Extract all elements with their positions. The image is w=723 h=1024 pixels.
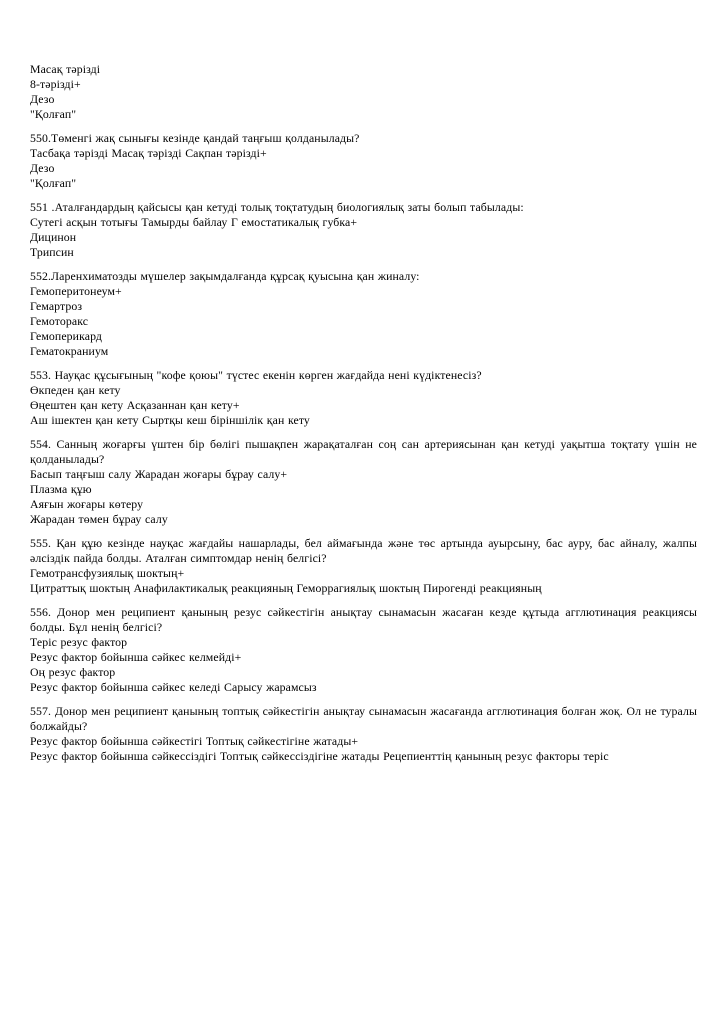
answer-option: "Қолғап" xyxy=(30,107,77,121)
question-block xyxy=(30,131,697,191)
answer-option: Дезо xyxy=(30,161,55,175)
question-block xyxy=(30,704,697,764)
question-text: 556. Донор мен реципиент қанының резус сәйкестігін анықтау сынамасын жасаған кезде құтыда агглютинация реакциясы болды. Бұл ненің белгісі? xyxy=(30,605,697,634)
question-block xyxy=(30,605,697,695)
answer-option: Трипсин xyxy=(30,245,74,259)
question-text: 551 .Аталғандардың қайсысы қан кетуді толық тоқтатудың биологиялық заты болып табылады: xyxy=(30,200,524,214)
answer-option: Резус фактор бойынша сәйкессіздігі Топтық сәйкессіздігіне жатады Рецепиенттің қанының резус факторы теріс xyxy=(30,749,609,763)
answer-option: Аяғын жоғары көтеру xyxy=(30,497,144,511)
document-body xyxy=(30,62,697,773)
answer-option: Гемоторакс xyxy=(30,314,89,328)
answer-option: Плазма құю xyxy=(30,482,92,496)
answer-option: "Қолғап" xyxy=(30,176,77,190)
answer-option: Басып таңғыш салу Жарадан жоғары бұрау салу+ xyxy=(30,467,288,481)
answer-option: Гемоперитонеум+ xyxy=(30,284,122,298)
answer-option: Гемартроз xyxy=(30,299,83,313)
answer-option: Дицинон xyxy=(30,230,77,244)
question-text: 557. Донор мен реципиент қанының топтық сәйкестігін анықтау сынамасын жасағанда агглютинация болған жоқ. Ол не туралы болжайды? xyxy=(30,704,697,733)
question-block xyxy=(30,368,697,428)
answer-option: Резус фактор бойынша сәйкес келмейді+ xyxy=(30,650,242,664)
answer-option: Аш ішектен қан кету Сыртқы кеш біріншілік қан кету xyxy=(30,413,310,427)
answer-option: Масақ тәрізді xyxy=(30,62,101,76)
answer-option: Теріс резус фактор xyxy=(30,635,128,649)
answer-option: Резус фактор бойынша сәйкес келеді Сарысу жарамсыз xyxy=(30,680,317,694)
answer-option: Гематокраниум xyxy=(30,344,109,358)
answer-option: Резус фактор бойынша сәйкестігі Топтық сәйкестігіне жатады+ xyxy=(30,734,359,748)
answer-option: 8-тәрізді+ xyxy=(30,77,81,91)
question-text: 550.Төменгі жақ сынығы кезінде қандай таңғыш қолданылады? xyxy=(30,131,360,145)
answer-option: Өкпеден қан кету xyxy=(30,383,121,397)
question-text: 555. Қан құю кезінде науқас жағдайы нашарлады, бел аймағында және төс артында ауырсыну, бас ауру, бас айналу, жалпы әлсіздік пайда болды. Аталған симптомдар ненің белгісі? xyxy=(30,536,697,565)
question-block xyxy=(30,269,697,359)
answer-option: Сутегі асқын тотығы Тамырды байлау Г емостатикалық губка+ xyxy=(30,215,358,229)
answer-option: Гемоперикард xyxy=(30,329,103,343)
answer-option: Дезо xyxy=(30,92,55,106)
question-text: 554. Санның жоғарғы үштен бір бөлігі пышақпен жарақаталған соң сан артериясынан қан кетуді уақытша тоқтату үшін не қолданылады? xyxy=(30,437,697,466)
question-block xyxy=(30,536,697,596)
answer-option: Оң резус фактор xyxy=(30,665,116,679)
answer-option: Өңештен қан кету Асқазаннан қан кету+ xyxy=(30,398,240,412)
answer-option: Тасбақа тәрізді Масақ тәрізді Сақпан тәрізді+ xyxy=(30,146,267,160)
answer-option: Жарадан төмен бұрау салу xyxy=(30,512,168,526)
answer-option: Цитраттық шоктың Анафилактикалық реакцияның Геморрагиялық шоктың Пирогенді реакцияның xyxy=(30,581,542,595)
question-block xyxy=(30,200,697,260)
answer-option: Гемотрансфузиялық шоктың+ xyxy=(30,566,185,580)
question-block xyxy=(30,437,697,527)
question-block xyxy=(30,62,697,122)
question-text: 552.Ларенхиматозды мүшелер зақымдалғанда құрсақ қуысына қан жиналу: xyxy=(30,269,420,283)
question-text: 553. Науқас құсығының "кофе қоюы" түстес екенін көрген жағдайда нені күдіктенесіз? xyxy=(30,368,482,382)
